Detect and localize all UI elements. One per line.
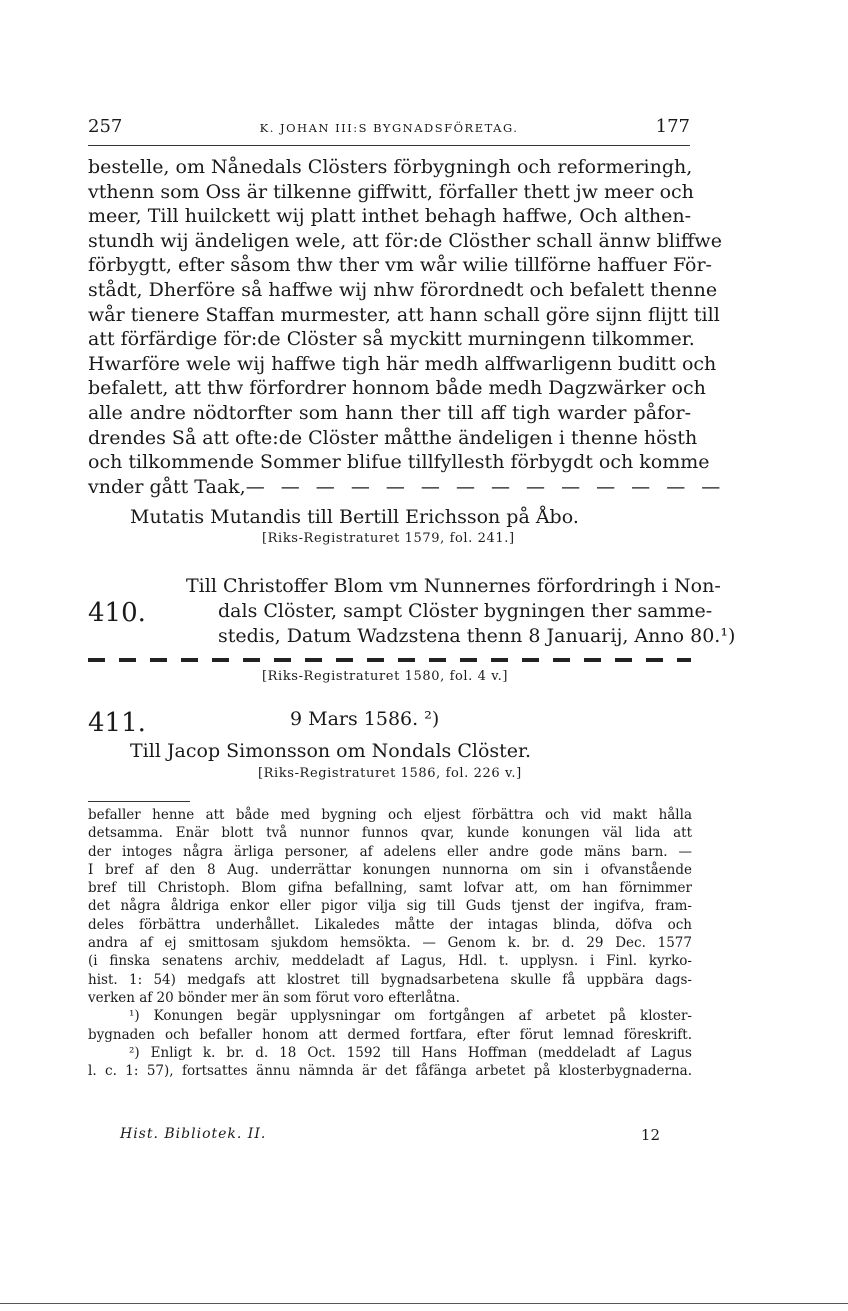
entry-410-number: 410. bbox=[88, 598, 146, 628]
body-last-line bbox=[88, 475, 726, 500]
note-2-line: l. c. 1: 57), fortsattes ännu nämnda är det fåfänga arbetet på klosterbygnaderna. bbox=[88, 1063, 692, 1080]
body-line: bestelle, om Nånedals Clösters förbygningh och reformeringh, bbox=[88, 156, 693, 178]
right-page-number: 177 bbox=[655, 116, 690, 137]
footnote-rule bbox=[88, 801, 190, 802]
footnote-line: I bref af den 8 Aug. underrättar konungen nunnorna om sin i ofvanstående bbox=[88, 861, 692, 878]
letter-body bbox=[88, 155, 726, 499]
salutation: Mutatis Mutandis till Bertill Erichsson på Åbo. bbox=[130, 506, 579, 528]
body-last-text: vnder gått Taak, bbox=[88, 475, 246, 498]
entry-411-addressee: Till Jacop Simonsson om Nondals Clöster. bbox=[130, 740, 532, 762]
note-1-line: bygnaden och befaller honom att dermed fortfara, efter förut lemnad föreskrift. bbox=[88, 1026, 692, 1043]
reference-1579: [Riks-Registraturet 1579, fol. 241.] bbox=[262, 531, 515, 546]
entry-410-text bbox=[186, 574, 736, 649]
body-line: befalett, att thw förfordrer honnom både medh Dagzwärker och bbox=[88, 377, 706, 400]
page-header bbox=[88, 116, 690, 140]
body-line: och tilkommende Sommer blifue tillfyllesth förbygdt och komme bbox=[88, 451, 710, 474]
scan-edge bbox=[0, 1303, 848, 1304]
note-2-line: ²) Enligt k. br. d. 18 Oct. 1592 till Hans Hoffman (meddeladt af Lagus bbox=[129, 1044, 692, 1061]
body-line: vthenn som Oss är tilkenne giffwitt, förfaller thett jw meer och bbox=[88, 180, 694, 203]
footnote-line: hist. 1: 54) medgafs att klostret till bygnadsarbetena skulle få uppbära dags- bbox=[88, 971, 692, 988]
reference-1586: [Riks-Registraturet 1586, fol. 226 v.] bbox=[258, 766, 522, 781]
body-line: förbygtt, efter såsom thw ther vm wår wilie tillförne haffuer För- bbox=[88, 254, 712, 277]
note-1-line: ¹) Konungen begär upplysningar om fortgången af arbetet på kloster- bbox=[129, 1008, 692, 1025]
body-line: att förfärdige för:de Clöster så myckitt murningenn tilkommer. bbox=[88, 328, 695, 351]
footnote-line: deles förbättra underhållet. Likaledes måtte der intagas blinda, döfva och bbox=[88, 916, 692, 933]
body-line: stådt, Dherföre så haffwe wij nhw förordnedt och befalett thenne bbox=[88, 278, 718, 301]
body-line: stundh wij ändeligen wele, att för:de Clösther schall ännw bliffwe bbox=[88, 229, 722, 252]
sheet-number: 12 bbox=[640, 1126, 660, 1144]
footnote-line: andra af ej smittosam sjukdom hemsökta. — Genom k. br. d. 29 Dec. 1577 bbox=[88, 935, 692, 952]
footnote-line: det några åldriga enkor eller pigor vilja sig till Guds tjenst der ingifva, fram- bbox=[88, 898, 692, 915]
body-dashes: — — — — — — — — — — — — — — bbox=[245, 475, 726, 498]
body-line: drendes Så att ofte:de Clöster måtthe ändeligen i thenne hösth bbox=[88, 426, 698, 449]
footnote-line: verken af 20 bönder mer än som förut voro efterlåtna. bbox=[88, 989, 460, 1006]
footnote-line: (i finska senatens archiv, meddeladt af Lagus, Hdl. t. upplysn. i Finl. kyrko- bbox=[88, 953, 692, 970]
entry-411-date: 9 Mars 1586. ²) bbox=[290, 708, 440, 730]
body-line: wår tienere Staffan murmester, att hann schall göre sijnn flijtt till bbox=[88, 303, 720, 326]
reference-1580: [Riks-Registraturet 1580, fol. 4 v.] bbox=[262, 669, 509, 684]
body-line: alle andre nödtorfter som hann ther till aff tigh warder påfor- bbox=[88, 401, 691, 424]
running-title: K. JOHAN III:S BYGNADSFÖRETAG. bbox=[259, 121, 519, 135]
body-line: meer, Till huilckett wij platt inthet behagh haffwe, Och althen- bbox=[88, 205, 691, 228]
entry-410-line: stedis, Datum Wadzstena thenn 8 Januarij, Anno 80.¹) bbox=[218, 625, 736, 647]
header-rule bbox=[88, 145, 690, 146]
entry-411-number: 411. bbox=[88, 708, 146, 738]
left-page-number: 257 bbox=[88, 116, 123, 137]
dash-separator bbox=[88, 658, 691, 662]
footnote-line: bref till Christoph. Blom gifna befallning, samt lofvar att, om han förnimmer bbox=[88, 880, 692, 897]
signature-mark: Hist. Bibliotek. II. bbox=[120, 1126, 267, 1142]
footnote-line: befaller henne att både med bygning och eljest förbättra och vid makt hålla bbox=[88, 807, 692, 823]
entry-410-line: Till Christoffer Blom vm Nunnernes förfordringh i Non- bbox=[186, 575, 721, 597]
footnote-line: der intoges några ärliga personer, af adelens eller andre gode mäns barn. — bbox=[88, 843, 692, 860]
footnotes bbox=[88, 806, 692, 1080]
body-line: Hwarföre wele wij haffwe tigh här medh alffwarligenn buditt och bbox=[88, 352, 717, 375]
footnote-line: detsamma. Enär blott två nunnor funnos qvar, kunde konungen väl lida att bbox=[88, 825, 692, 842]
entry-410-line: dals Clöster, sampt Clöster bygningen ther samme- bbox=[218, 600, 713, 622]
